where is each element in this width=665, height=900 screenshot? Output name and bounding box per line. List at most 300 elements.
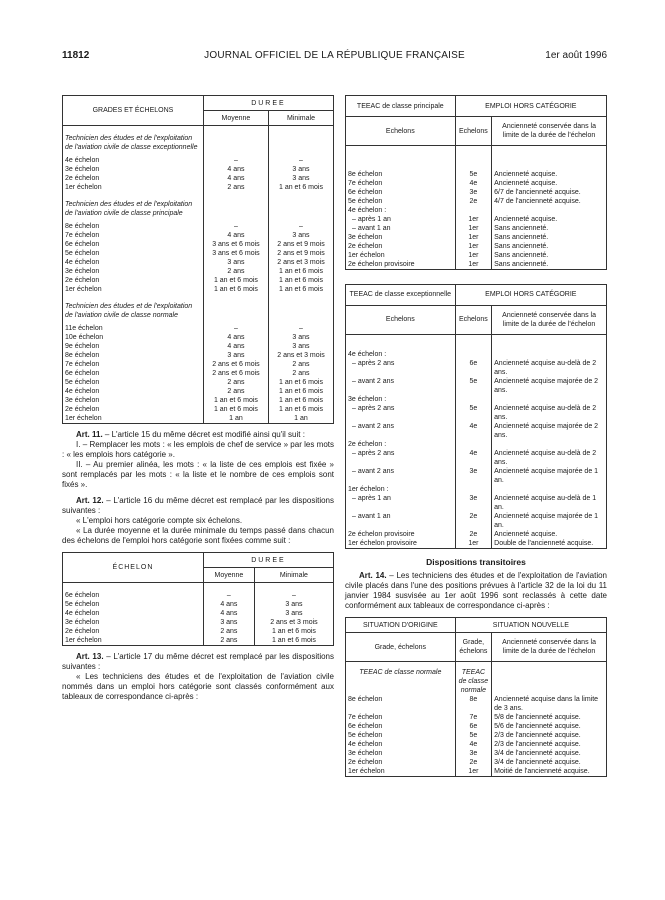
col-moyenne-header: Moyenne: [203, 568, 254, 583]
echelon-new: 3e: [455, 494, 492, 512]
sub-header-b: Grade, échelons: [455, 633, 492, 662]
echelon-label: 1er échelon: [63, 414, 204, 424]
header-left: TEEAC de classe principale: [346, 96, 456, 117]
anciennete: Ancienneté acquise.: [492, 215, 607, 224]
anciennete: [492, 440, 607, 449]
anciennete: Ancienneté acquise au-delà de 2 ans.: [492, 359, 607, 377]
table-row: [63, 165, 334, 174]
anciennete: 3/4 de l'ancienneté acquise.: [492, 749, 607, 758]
table-row: [346, 485, 607, 494]
anciennete: Sans ancienneté.: [492, 260, 607, 270]
duree-minimale: 1 an: [268, 414, 333, 424]
table-body: [346, 334, 607, 549]
echelon-origin: 2e échelon provisoire: [346, 260, 456, 270]
anciennete: Ancienneté acquise au-delà de 2 ans.: [492, 449, 607, 467]
table-row: [63, 378, 334, 387]
echelon-label: 7e échelon: [63, 360, 204, 369]
duree-moyenne: 2 ans: [203, 387, 268, 396]
duree-moyenne: 1 an: [203, 414, 268, 424]
echelon-new: [455, 350, 492, 359]
duree-minimale: 1 an et 6 mois: [268, 405, 333, 414]
header-left: TEEAC de classe exceptionnelle: [346, 284, 456, 305]
table-row: [63, 276, 334, 285]
echelon-origin: – avant 2 ans: [346, 377, 456, 395]
table-row: [346, 731, 607, 740]
article-11-intro: Art. 11. – L'article 15 du même décret est modifié ainsi qu'il suit :: [76, 430, 305, 439]
duree-moyenne: –: [203, 222, 268, 231]
echelon-new: 5e: [455, 377, 492, 395]
table-row: [63, 183, 334, 192]
grades-durations-table: [62, 95, 334, 424]
table-row: [63, 414, 334, 424]
table-row: [346, 197, 607, 206]
table-row: [63, 591, 334, 600]
duree-moyenne: 4 ans: [203, 609, 254, 618]
sub-header-b: Echelons: [455, 305, 492, 334]
col-minimale-header: Minimale: [268, 111, 333, 126]
echelon-new: 7e: [455, 713, 492, 722]
echelon-origin: – après 1 an: [346, 494, 456, 512]
anciennete: [492, 206, 607, 215]
table-row: [346, 224, 607, 233]
echelon-origin: – avant 2 ans: [346, 467, 456, 485]
echelon-origin: 4e échelon :: [346, 206, 456, 215]
table-row: [63, 231, 334, 240]
echelon-new: [455, 440, 492, 449]
table-row: [346, 350, 607, 359]
duree-moyenne: 2 ans: [203, 627, 254, 636]
echelon-origin: 1er échelon: [346, 767, 456, 777]
anciennete: Ancienneté acquise majorée de 1 an.: [492, 467, 607, 485]
echelon-origin: 8e échelon: [346, 695, 456, 713]
echelon-label: 4e échelon: [63, 156, 204, 165]
echelon-origin: 7e échelon: [346, 713, 456, 722]
echelon-label: 5e échelon: [63, 600, 204, 609]
echelon-origin: 1er échelon :: [346, 485, 456, 494]
duree-moyenne: 4 ans: [203, 600, 254, 609]
table-row: [63, 258, 334, 267]
table-row: [346, 449, 607, 467]
table-row: [346, 713, 607, 722]
table-row: [346, 188, 607, 197]
echelon-origin: 6e échelon: [346, 722, 456, 731]
duree-moyenne: –: [203, 156, 268, 165]
table-row: [63, 627, 334, 636]
duree-minimale: 1 an et 6 mois: [268, 396, 333, 405]
table-row: [346, 251, 607, 260]
echelon-label: 8e échelon: [63, 222, 204, 231]
grade-new: TEEAC de classe normale: [455, 662, 492, 696]
journal-title: JOURNAL OFFICIEL DE LA RÉPUBLIQUE FRANÇAISE: [204, 50, 465, 61]
table-row: [63, 240, 334, 249]
echelon-new: 5e: [455, 404, 492, 422]
anciennete: Ancienneté acquise.: [492, 179, 607, 188]
echelon-new: 1er: [455, 260, 492, 270]
anciennete: 5/8 de l'ancienneté acquise.: [492, 713, 607, 722]
echelon-new: 2e: [455, 530, 492, 539]
col-duree-header: DUREE: [203, 96, 333, 111]
echelon-origin: 6e échelon: [346, 188, 456, 197]
table-row: [63, 285, 334, 294]
duree-minimale: 1 an et 6 mois: [254, 636, 333, 646]
table-row: [346, 404, 607, 422]
table-row: [346, 422, 607, 440]
echelon-origin: 2e échelon: [346, 242, 456, 251]
anciennete: Sans ancienneté.: [492, 233, 607, 242]
anciennete: 2/3 de l'ancienneté acquise.: [492, 740, 607, 749]
duree-minimale: 2 ans: [268, 369, 333, 378]
table-row: [346, 206, 607, 215]
left-column: [62, 95, 334, 702]
table-row: [63, 324, 334, 333]
echelon-label: 3e échelon: [63, 267, 204, 276]
duree-moyenne: 1 an et 6 mois: [203, 276, 268, 285]
section-heading: Dispositions transitoires: [426, 557, 526, 567]
table-row: [63, 636, 334, 646]
echelon-new: 3e: [455, 188, 492, 197]
echelon-new: 6e: [455, 722, 492, 731]
echelon-new: 1er: [455, 215, 492, 224]
duree-minimale: –: [254, 591, 333, 600]
echelon-label: 6e échelon: [63, 369, 204, 378]
duree-moyenne: 3 ans: [203, 618, 254, 627]
duree-minimale: 2 ans et 9 mois: [268, 249, 333, 258]
echelon-new: 1er: [455, 233, 492, 242]
anciennete: Sans ancienneté.: [492, 224, 607, 233]
table-body: [63, 126, 334, 424]
article-13-intro: Art. 13. – L'article 17 du même décret est remplacé par les dispositions suivantes :: [62, 652, 334, 671]
duree-minimale: 1 an et 6 mois: [268, 387, 333, 396]
article-12-para-1: « L'emploi hors catégorie compte six échelons.: [76, 516, 243, 525]
echelon-label: 2e échelon: [63, 627, 204, 636]
duree-moyenne: 4 ans: [203, 174, 268, 183]
section-title: Technicien des études et de l'exploitation de l'aviation civile de classe normale: [63, 302, 204, 320]
anciennete: Ancienneté acquise.: [492, 530, 607, 539]
table-row: [346, 494, 607, 512]
table-row: [346, 377, 607, 395]
echelon-label: 8e échelon: [63, 351, 204, 360]
echelon-new: 1er: [455, 767, 492, 777]
duree-moyenne: 4 ans: [203, 333, 268, 342]
duree-moyenne: 2 ans et 6 mois: [203, 369, 268, 378]
table-row: [346, 767, 607, 777]
duree-minimale: 1 an et 6 mois: [268, 285, 333, 294]
duree-minimale: 1 an et 6 mois: [268, 276, 333, 285]
table-row: [63, 387, 334, 396]
echelon-new: 5e: [455, 170, 492, 179]
echelon-new: 1er: [455, 224, 492, 233]
duree-moyenne: 1 an et 6 mois: [203, 396, 268, 405]
article-12-intro: Art. 12. – L'article 16 du même décret est remplacé par les dispositions suivantes :: [62, 496, 334, 515]
table-row: [63, 222, 334, 231]
header-right: SITUATION NOUVELLE: [455, 618, 606, 633]
correspondence-table-exceptionnelle: [345, 284, 607, 550]
table-row: [63, 396, 334, 405]
table-row: [346, 512, 607, 530]
duree-minimale: 3 ans: [254, 609, 333, 618]
echelon-label: 6e échelon: [63, 591, 204, 600]
section-title: Technicien des études et de l'exploitation de l'aviation civile de classe exceptionnelle: [63, 134, 204, 152]
duree-moyenne: 2 ans: [203, 378, 268, 387]
table-body: [346, 146, 607, 270]
section-title: Technicien des études et de l'exploitation de l'aviation civile de classe principale: [63, 200, 204, 218]
table-row: [346, 179, 607, 188]
echelon-new: 4e: [455, 740, 492, 749]
table-body: [346, 662, 607, 777]
table-row: [346, 260, 607, 270]
echelon-new: 4e: [455, 422, 492, 440]
col-moyenne-header: Moyenne: [203, 111, 268, 126]
duree-moyenne: 3 ans et 6 mois: [203, 249, 268, 258]
duree-minimale: 2 ans et 3 mois: [254, 618, 333, 627]
table-row: [346, 170, 607, 179]
duree-moyenne: 2 ans: [203, 183, 268, 192]
article-14-intro: Art. 14. – Les techniciens des études et de l'exploitation de l'aviation civile placés dans l'une des positions prévues à l'article 32 de la loi du 11 janvier 1984 susvisée au 1er août 1996 sont reclassés à cette date conformément aux tableaux de correspondance ci-après :: [345, 571, 608, 610]
echelon-origin: 3e échelon :: [346, 395, 456, 404]
echelon-origin: 5e échelon: [346, 197, 456, 206]
duree-minimale: –: [268, 222, 333, 231]
anciennete: Moitié de l'ancienneté acquise.: [492, 767, 607, 777]
duree-moyenne: 3 ans: [203, 258, 268, 267]
anciennete: [492, 395, 607, 404]
echelon-new: 3e: [455, 749, 492, 758]
echelon-label: 3e échelon: [63, 618, 204, 627]
echelon-origin: 5e échelon: [346, 731, 456, 740]
echelon-new: 1er: [455, 251, 492, 260]
echelon-label: 2e échelon: [63, 405, 204, 414]
anciennete: 3/4 de l'ancienneté acquise.: [492, 758, 607, 767]
duree-moyenne: 1 an et 6 mois: [203, 285, 268, 294]
echelon-origin: 1er échelon provisoire: [346, 539, 456, 549]
anciennete: [492, 350, 607, 359]
section-title-row: [63, 200, 334, 218]
echelon-label: 3e échelon: [63, 165, 204, 174]
duree-minimale: 1 an et 6 mois: [268, 378, 333, 387]
echelon-label: 1er échelon: [63, 636, 204, 646]
table-row: [346, 395, 607, 404]
anciennete: Ancienneté acquise au-delà de 2 ans.: [492, 404, 607, 422]
echelon-origin: – avant 1 an: [346, 224, 456, 233]
echelon-origin: – avant 1 an: [346, 512, 456, 530]
echelon-label: 4e échelon: [63, 387, 204, 396]
correspondence-table-principale: [345, 95, 607, 270]
anciennete: 2/3 de l'ancienneté acquise.: [492, 731, 607, 740]
anciennete: 6/7 de l'ancienneté acquise.: [492, 188, 607, 197]
grade-origin: TEEAC de classe normale: [346, 662, 456, 696]
table-row: [346, 758, 607, 767]
header-right: EMPLOI HORS CATÉGORIE: [455, 96, 606, 117]
duree-minimale: 3 ans: [268, 174, 333, 183]
duree-minimale: 2 ans: [268, 360, 333, 369]
echelon-new: 2e: [455, 512, 492, 530]
echelon-origin: 4e échelon :: [346, 350, 456, 359]
echelon-origin: – après 1 an: [346, 215, 456, 224]
reclassement-table: [345, 617, 607, 777]
echelon-origin: 7e échelon: [346, 179, 456, 188]
table-row: [63, 618, 334, 627]
section-title-row: [63, 134, 334, 152]
echelon-label: 4e échelon: [63, 609, 204, 618]
article-number: Art. 13.: [76, 652, 104, 661]
echelon-new: 5e: [455, 731, 492, 740]
echelon-new: 4e: [455, 449, 492, 467]
echelon-origin: 1er échelon: [346, 251, 456, 260]
echelon-label: 10e échelon: [63, 333, 204, 342]
table-row: [346, 695, 607, 713]
echelon-new: 1er: [455, 539, 492, 549]
table-row: [63, 156, 334, 165]
echelon-new: 3e: [455, 467, 492, 485]
echelon-new: [455, 395, 492, 404]
page-header: [62, 50, 607, 64]
duree-minimale: 2 ans et 9 mois: [268, 240, 333, 249]
duree-moyenne: 4 ans: [203, 342, 268, 351]
echelon-origin: – après 2 ans: [346, 404, 456, 422]
table-row: [346, 467, 607, 485]
echelon-label: 5e échelon: [63, 378, 204, 387]
echelon-new: 2e: [455, 758, 492, 767]
table-row: [63, 267, 334, 276]
echelon-label: 4e échelon: [63, 258, 204, 267]
duree-minimale: 3 ans: [268, 333, 333, 342]
echelon-label: 7e échelon: [63, 231, 204, 240]
page-number: 11812: [62, 50, 90, 61]
section-title-row: [63, 302, 334, 320]
table-body: [63, 583, 334, 646]
echelon-origin: – après 2 ans: [346, 359, 456, 377]
echelon-new: 2e: [455, 197, 492, 206]
duree-minimale: 3 ans: [268, 231, 333, 240]
echelon-new: 6e: [455, 359, 492, 377]
sub-header-a: Echelons: [346, 117, 456, 146]
echelon-label: 5e échelon: [63, 249, 204, 258]
echelon-label: 9e échelon: [63, 342, 204, 351]
echelon-origin: 2e échelon provisoire: [346, 530, 456, 539]
col-duree-header: DUREE: [203, 553, 333, 568]
table-row: [346, 530, 607, 539]
table-row: [346, 215, 607, 224]
table-row: [63, 360, 334, 369]
anciennete: Double de l'ancienneté acquise.: [492, 539, 607, 549]
duree-minimale: 1 an et 6 mois: [254, 627, 333, 636]
col-minimale-header: Minimale: [254, 568, 333, 583]
anciennete: Ancienneté acquise au-delà de 1 an.: [492, 494, 607, 512]
duree-minimale: 3 ans: [254, 600, 333, 609]
duree-minimale: 1 an et 6 mois: [268, 267, 333, 276]
duree-minimale: 1 an et 6 mois: [268, 183, 333, 192]
anciennete: Sans ancienneté.: [492, 251, 607, 260]
anciennete: 4/7 de l'ancienneté acquise.: [492, 197, 607, 206]
anciennete: 5/6 de l'ancienneté acquise.: [492, 722, 607, 731]
echelon-label: 2e échelon: [63, 174, 204, 183]
echelon-label: 2e échelon: [63, 276, 204, 285]
duree-minimale: 2 ans et 3 mois: [268, 258, 333, 267]
echelon-label: 6e échelon: [63, 240, 204, 249]
article-number: Art. 11.: [76, 430, 103, 439]
table-row: [63, 600, 334, 609]
article-number: Art. 14.: [359, 571, 387, 580]
anciennete: Ancienneté acquise majorée de 1 an.: [492, 512, 607, 530]
sub-header-a: Grade, échelons: [346, 633, 456, 662]
duree-minimale: –: [268, 156, 333, 165]
echelon-new: 4e: [455, 179, 492, 188]
header-right: EMPLOI HORS CATÉGORIE: [455, 284, 606, 305]
sub-header-c: Ancienneté conservée dans la limite de la durée de l'échelon: [492, 633, 607, 662]
duree-moyenne: 2 ans et 6 mois: [203, 360, 268, 369]
anciennete: Ancienneté acquise majorée de 2 ans.: [492, 422, 607, 440]
article-number: Art. 12.: [76, 496, 104, 505]
col-echelon-header: ÉCHELON: [63, 553, 204, 583]
table-row: [346, 539, 607, 549]
anciennete: Sans ancienneté.: [492, 242, 607, 251]
table-row: [63, 249, 334, 258]
duree-moyenne: –: [203, 324, 268, 333]
sub-header-a: Echelons: [346, 305, 456, 334]
duree-moyenne: 3 ans: [203, 351, 268, 360]
table-row: [63, 333, 334, 342]
echelon-origin: – avant 2 ans: [346, 422, 456, 440]
echelon-new: [455, 485, 492, 494]
hors-categorie-durations-table: [62, 552, 334, 646]
article-12-para-2: « La durée moyenne et la durée minimale du temps passé dans chacun des échelons de l'emploi hors catégorie sont fixées comme suit :: [62, 526, 334, 545]
echelon-label: 1er échelon: [63, 183, 204, 192]
table-row: [346, 740, 607, 749]
echelon-origin: 3e échelon: [346, 749, 456, 758]
echelon-new: 8e: [455, 695, 492, 713]
duree-moyenne: –: [203, 591, 254, 600]
duree-minimale: –: [268, 324, 333, 333]
table-row: [346, 749, 607, 758]
anciennete: Ancienneté acquise dans la limite de 3 ans.: [492, 695, 607, 713]
echelon-label: 1er échelon: [63, 285, 204, 294]
duree-moyenne: 4 ans: [203, 165, 268, 174]
table-row: [63, 405, 334, 414]
col-grades-header: GRADES ET ÉCHELONS: [63, 96, 204, 126]
table-row: [346, 242, 607, 251]
article-11-para-2: II. – Au premier alinéa, les mots : « la liste de ces emplois est fixée » sont remplacés par les mots : « la liste et le nombre de ces emplois sont fixés ».: [62, 460, 334, 489]
issue-date: 1er août 1996: [545, 50, 607, 61]
duree-minimale: 2 ans et 3 mois: [268, 351, 333, 360]
duree-moyenne: 3 ans et 6 mois: [203, 240, 268, 249]
echelon-origin: 4e échelon: [346, 740, 456, 749]
sub-header-b: Echelons: [455, 117, 492, 146]
duree-moyenne: 2 ans: [203, 636, 254, 646]
echelon-label: 3e échelon: [63, 396, 204, 405]
echelon-origin: 2e échelon: [346, 758, 456, 767]
table-row: [346, 722, 607, 731]
header-left: SITUATION D'ORIGINE: [346, 618, 456, 633]
table-row: [63, 351, 334, 360]
duree-moyenne: 2 ans: [203, 267, 268, 276]
echelon-origin: 3e échelon: [346, 233, 456, 242]
article-11-para-1: I. – Remplacer les mots : « les emplois de chef de service » par les mots : « les emplois hors catégorie ».: [62, 440, 334, 459]
duree-minimale: 3 ans: [268, 165, 333, 174]
sub-header-c: Ancienneté conservée dans la limite de la durée de l'échelon: [492, 117, 607, 146]
table-row: [346, 233, 607, 242]
duree-moyenne: 1 an et 6 mois: [203, 405, 268, 414]
echelon-origin: 8e échelon: [346, 170, 456, 179]
echelon-label: 11e échelon: [63, 324, 204, 333]
sub-header-c: Ancienneté conservée dans la limite de la durée de l'échelon: [492, 305, 607, 334]
echelon-new: 1er: [455, 242, 492, 251]
table-row: [63, 609, 334, 618]
anciennete: Ancienneté acquise majorée de 2 ans.: [492, 377, 607, 395]
table-row: [346, 440, 607, 449]
table-row: [63, 369, 334, 378]
anciennete: [492, 485, 607, 494]
anciennete: Ancienneté acquise.: [492, 170, 607, 179]
right-column: [345, 95, 607, 777]
